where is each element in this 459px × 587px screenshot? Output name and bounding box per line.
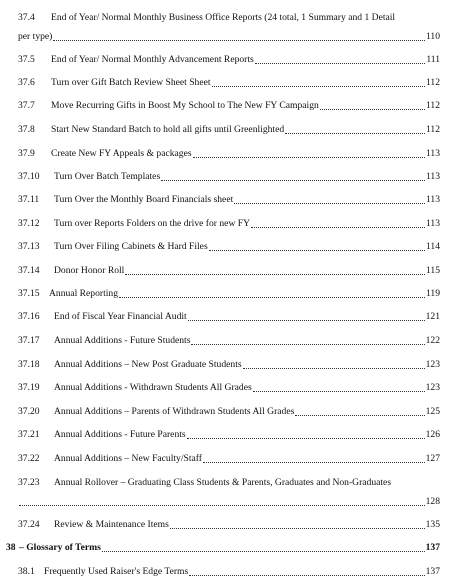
page-number: 135 — [425, 519, 440, 530]
section-number: 37.14 — [18, 265, 40, 276]
section-number: 37.5 — [18, 54, 35, 65]
section-number: 37.6 — [18, 77, 35, 88]
dot-leader — [188, 320, 425, 321]
section-number: 37.13 — [18, 241, 40, 252]
section-number: 37.10 — [18, 171, 40, 182]
section-number: 38.1 — [18, 566, 35, 577]
page-number: 126 — [425, 429, 440, 440]
dot-leader — [203, 462, 425, 463]
page-number: 128 — [425, 496, 440, 507]
section-number: 37.12 — [18, 218, 40, 229]
dot-leader — [53, 40, 425, 41]
dot-leader — [187, 438, 425, 439]
page-number: 122 — [425, 335, 440, 346]
page-number: 121 — [425, 311, 440, 322]
entry-title: Turn over Reports Folders on the drive for new FY — [54, 218, 251, 229]
page-number: 127 — [425, 453, 440, 464]
dot-leader — [251, 227, 425, 228]
page-number: 119 — [425, 288, 440, 299]
dot-leader — [102, 551, 425, 552]
page-number: 111 — [426, 54, 440, 65]
entry-title: Review & Maintenance Items — [54, 519, 169, 530]
page-number: 125 — [425, 406, 440, 417]
entry-title: End of Fiscal Year Financial Audit — [54, 311, 187, 322]
entry-title: Turn over Gift Batch Review Sheet Sheet — [51, 77, 211, 88]
entry-title: Start New Standard Batch to hold all gifts until Greenlighted — [51, 124, 285, 135]
entry-title: Donor Honor Roll — [54, 265, 125, 276]
entry-title: – Glossary of Terms — [19, 542, 101, 553]
section-number: 37.9 — [18, 148, 35, 159]
section-number: 37.4 — [18, 12, 35, 23]
section-number: 37.7 — [18, 100, 35, 111]
page-number: 113 — [425, 194, 440, 205]
dot-leader — [285, 133, 425, 134]
section-number: 37.21 — [18, 429, 40, 440]
page-number: 112 — [425, 124, 440, 135]
dot-leader — [191, 344, 424, 345]
dot-leader — [234, 203, 425, 204]
entry-title: Annual Additions – Parents of Withdrawn Students All Grades — [54, 406, 295, 417]
entry-title: Annual Additions - Future Parents — [54, 429, 186, 440]
entry-title: Frequently Used Raiser's Edge Terms — [44, 566, 189, 577]
entry-title: End of Year/ Normal Monthly Advancement Reports — [51, 54, 254, 65]
page-number: 137 — [425, 566, 440, 577]
section-number: 37.17 — [18, 335, 40, 346]
page-number: 112 — [425, 100, 440, 111]
dot-leader — [161, 180, 425, 181]
section-number: 37.22 — [18, 453, 40, 464]
entry-title: Turn Over Batch Templates — [54, 171, 161, 182]
dot-leader — [125, 274, 425, 275]
section-number: 37.24 — [18, 519, 40, 530]
page-number: 114 — [425, 241, 440, 252]
page-number: 110 — [425, 31, 440, 42]
page-number: 113 — [425, 171, 440, 182]
dot-leader — [209, 250, 425, 251]
entry-title: Move Recurring Gifts in Boost My School to The New FY Campaign — [51, 100, 319, 111]
page-number: 112 — [425, 77, 440, 88]
entry-title: Annual Additions - Withdrawn Students All Grades — [54, 382, 252, 393]
section-number: 37.15 — [18, 288, 40, 299]
entry-title: Turn Over the Monthly Board Financials sheet — [54, 194, 234, 205]
page-number: 137 — [425, 542, 440, 553]
dot-leader — [253, 391, 425, 392]
page-number: 115 — [425, 265, 440, 276]
entry-title: Annual Reporting — [49, 288, 119, 299]
page-number: 123 — [425, 382, 440, 393]
section-number: 37.8 — [18, 124, 35, 135]
dot-leader — [320, 109, 425, 110]
dot-leader — [212, 86, 425, 87]
dot-leader — [170, 528, 425, 529]
section-number: 37.11 — [18, 194, 40, 205]
entry-title: End of Year/ Normal Monthly Business Office Reports (24 total, 1 Summary and 1 Detail — [51, 12, 396, 23]
entry-title: Create New FY Appeals & packages — [51, 148, 192, 159]
dot-leader — [295, 415, 424, 416]
dot-leader — [19, 505, 425, 506]
section-number: 38 — [6, 542, 16, 553]
page-number: 123 — [425, 359, 440, 370]
entry-title: Annual Additions – New Post Graduate Students — [54, 359, 242, 370]
entry-title: Annual Additions – New Faculty/Staff — [54, 453, 202, 464]
page-number: 113 — [425, 218, 440, 229]
section-number: 37.19 — [18, 382, 40, 393]
section-number: 37.16 — [18, 311, 40, 322]
section-number: 37.18 — [18, 359, 40, 370]
entry-title: Turn Over Filing Cabinets & Hard Files — [54, 241, 208, 252]
dot-leader — [193, 157, 425, 158]
dot-leader — [119, 297, 425, 298]
dot-leader — [189, 575, 424, 576]
dot-leader — [255, 63, 426, 64]
entry-title: Annual Additions - Future Students — [54, 335, 191, 346]
section-number: 37.20 — [18, 406, 40, 417]
page-number: 113 — [425, 148, 440, 159]
section-number: 37.23 — [18, 477, 40, 488]
entry-title-continued: per type) — [18, 31, 53, 42]
entry-title: Annual Rollover – Graduating Class Students & Parents, Graduates and Non-Graduates — [54, 477, 392, 488]
dot-leader — [243, 368, 425, 369]
